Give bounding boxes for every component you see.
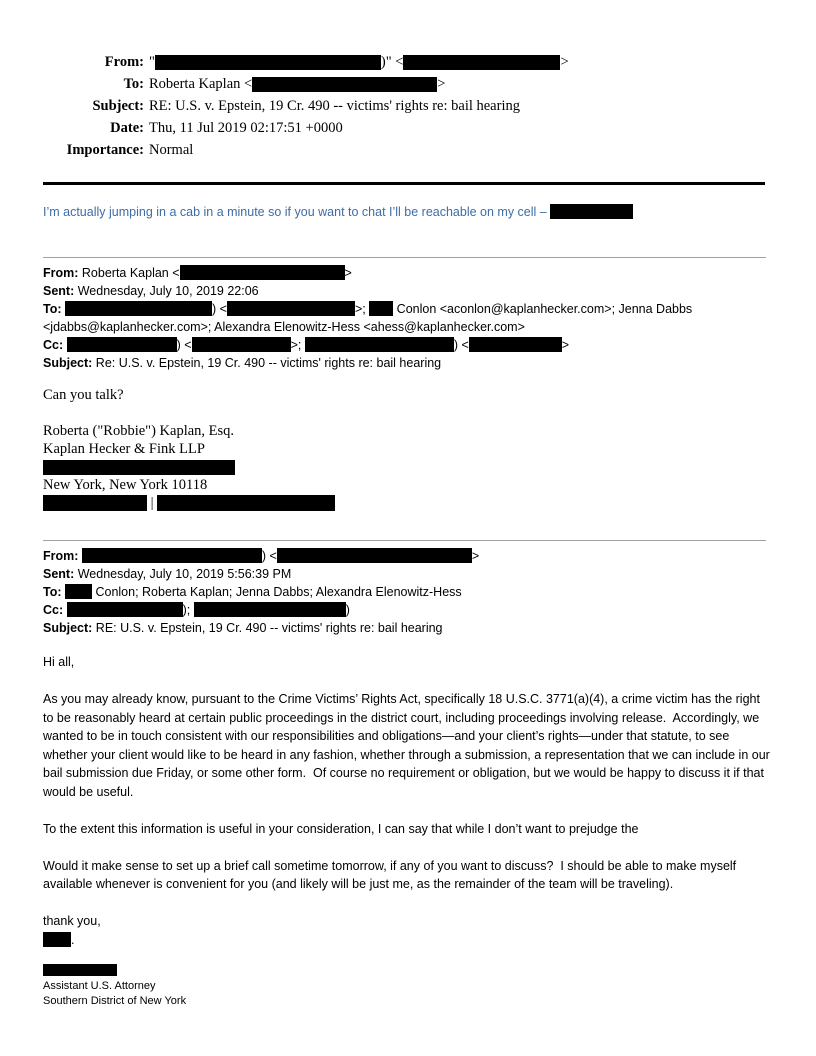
body-line	[43, 690, 773, 801]
email-header-top	[43, 51, 773, 161]
text-run: Roberta Kaplan <	[78, 266, 180, 280]
redaction-bar	[550, 204, 633, 219]
body-line	[43, 979, 773, 995]
field-value	[149, 95, 520, 117]
body-line	[43, 494, 773, 512]
text-run: .	[71, 932, 75, 947]
text-run: Roberta Kaplan <	[149, 76, 253, 92]
text-run: ) <	[212, 302, 227, 316]
header-field-row	[43, 583, 771, 601]
redaction-bar	[369, 301, 393, 316]
header-field-row	[43, 336, 771, 354]
text-run: >	[437, 76, 446, 92]
text-run: To the extent this information is useful in your consideration, I can say that while I don’t want to prejudge the	[43, 821, 639, 836]
field-label: Subject:	[43, 356, 93, 370]
thin-divider-1	[43, 257, 766, 258]
thick-divider	[43, 182, 765, 185]
redaction-bar	[43, 932, 71, 947]
text-run: I’m actually jumping in a cab in a minute so if you want to chat I’ll be reachable on my cell –	[43, 205, 551, 219]
email2-header	[43, 264, 771, 372]
redaction-bar	[155, 55, 381, 70]
redaction-bar	[227, 301, 355, 316]
header-field-row	[43, 547, 771, 565]
header-field-row	[43, 300, 771, 336]
header-field-row	[43, 95, 773, 117]
text-run: "	[149, 54, 155, 70]
redaction-bar	[157, 495, 335, 511]
field-label: Cc:	[43, 603, 64, 617]
field-label: Date:	[110, 120, 144, 136]
blank-line	[43, 838, 773, 857]
text-run: Thu, 11 Jul 2019 02:17:51 +0000	[149, 120, 343, 136]
header-field-row	[43, 264, 771, 282]
text-run: Wednesday, July 10, 2019 5:56:39 PM	[74, 567, 292, 581]
field-label: Importance:	[66, 142, 144, 158]
text-run: Would it make sense to set up a brief call sometime tomorrow, if any of you want to discuss? I should be able to make myself available whenever is convenient for you (and likely will be just me, as the remainder of the team will be traveling).	[43, 858, 740, 891]
field-label: From:	[43, 549, 79, 563]
field-label: Sent:	[43, 567, 75, 581]
redaction-bar	[194, 602, 346, 617]
field-label: To:	[123, 76, 144, 92]
text-run: RE: U.S. v. Epstein, 19 Cr. 490 -- victims' rights re: bail hearing	[92, 621, 443, 635]
text-run: Normal	[149, 142, 194, 158]
email3-header	[43, 547, 771, 637]
body-line	[43, 458, 773, 476]
body-line	[43, 820, 773, 839]
text-run: )" <	[380, 54, 404, 70]
body-line	[43, 994, 773, 1010]
header-field-row	[43, 73, 773, 95]
body-line	[43, 653, 773, 672]
text-run: >	[344, 266, 352, 280]
header-field-row	[43, 619, 771, 637]
text-run: >	[471, 549, 480, 563]
blank-line	[43, 672, 773, 691]
redaction-bar	[82, 548, 262, 563]
header-field-row	[43, 139, 773, 161]
text-run: |	[147, 495, 158, 511]
body-line	[43, 912, 773, 931]
text-run: >;	[290, 338, 305, 352]
text-run: ) <	[453, 338, 469, 352]
text-run: Wednesday, July 10, 2019 22:06	[74, 284, 259, 298]
text-run: As you may already know, pursuant to the Crime Victims’ Rights Act, specifically 18 U.S.C. 3771(a)(4), a crime victim has the right to be reasonably heard at certain public proceedings in the district court, including proceedings involving release. Accordingly, we wanted to be in touch consistent with our responsibilities and obligations—and your client’s rights—under that statute, to see whether your client would like to be heard in any fashion, whether through a submission, a representation that we can include in our bail submission due Friday, or some other form. Of course no requirement or obligation, but we would be happy to discuss it if that would be useful.	[43, 692, 774, 799]
redaction-bar	[252, 77, 437, 92]
header-field-row	[43, 282, 771, 300]
text-run: );	[182, 603, 194, 617]
thin-divider-2	[43, 540, 766, 541]
body-line	[43, 963, 773, 979]
text-run: thank you,	[43, 914, 101, 928]
field-label: From:	[104, 54, 144, 70]
redaction-bar	[469, 337, 562, 352]
field-label: Subject:	[43, 621, 93, 635]
blank-line	[43, 801, 773, 820]
text-run: >	[561, 338, 570, 352]
sender-signature-block	[43, 963, 773, 1010]
email2-body	[43, 386, 773, 512]
body-line	[43, 386, 773, 404]
field-label: Cc:	[43, 338, 64, 352]
redaction-bar	[192, 337, 291, 352]
redaction-bar	[67, 337, 177, 352]
text-run: Southern District of New York	[43, 995, 187, 1007]
text-run: Kaplan Hecker & Fink LLP	[43, 441, 205, 457]
body-line	[43, 440, 773, 458]
text-run: >	[560, 54, 569, 70]
text-run: ) <	[176, 338, 192, 352]
redaction-bar	[277, 548, 472, 563]
text-run: ) <	[261, 549, 277, 563]
field-value	[149, 51, 569, 73]
field-label: To:	[43, 585, 62, 599]
body-line	[43, 931, 773, 950]
redaction-bar	[43, 460, 235, 475]
field-label: Sent:	[43, 284, 75, 298]
blank-line	[43, 404, 773, 422]
text-run: >;	[354, 302, 370, 316]
text-run: Assistant U.S. Attorney	[43, 979, 156, 992]
field-label: Subject:	[92, 98, 144, 114]
redaction-bar	[65, 301, 212, 316]
redaction-bar	[67, 602, 183, 617]
field-label: To:	[43, 302, 62, 316]
text-run: Re: U.S. v. Epstein, 19 Cr. 490 -- victims' rights re: bail hearing	[92, 356, 442, 370]
redaction-bar	[305, 337, 454, 352]
text-run: Hi all,	[43, 655, 75, 669]
blank-line	[43, 894, 773, 913]
field-value	[149, 117, 343, 139]
redaction-bar	[65, 584, 92, 599]
text-run: Conlon; Roberta Kaplan; Jenna Dabbs; Alexandra Elenowitz-Hess	[92, 585, 462, 599]
field-value	[149, 139, 193, 161]
field-label: From:	[43, 266, 79, 280]
body-line	[43, 422, 773, 440]
text-run: )	[345, 603, 350, 617]
text-run: Conlon <aconlon@kaplanhecker.com>; Jenna Dabbs <jdabbs@kaplanhecker.com>; Alexandra Elenowitz-Hess <ahess@kaplanhecker.com>	[43, 302, 696, 334]
header-field-row	[43, 354, 771, 372]
field-value	[149, 73, 445, 95]
redaction-bar	[180, 265, 345, 280]
redaction-bar	[43, 964, 117, 976]
text-run: New York, New York 10118	[43, 477, 208, 493]
text-run: Can you talk?	[43, 387, 124, 403]
email3-body	[43, 653, 773, 949]
redaction-bar	[43, 495, 147, 511]
text-run: Roberta ("Robbie") Kaplan, Esq.	[43, 423, 235, 439]
quick-note-line	[43, 204, 773, 221]
body-line	[43, 857, 773, 894]
header-field-row	[43, 117, 773, 139]
header-field-row	[43, 51, 773, 73]
body-line	[43, 476, 773, 494]
redaction-bar	[403, 55, 560, 70]
header-field-row	[43, 565, 771, 583]
header-field-row	[43, 601, 771, 619]
text-run: RE: U.S. v. Epstein, 19 Cr. 490 -- victims' rights re: bail hearing	[149, 98, 520, 114]
